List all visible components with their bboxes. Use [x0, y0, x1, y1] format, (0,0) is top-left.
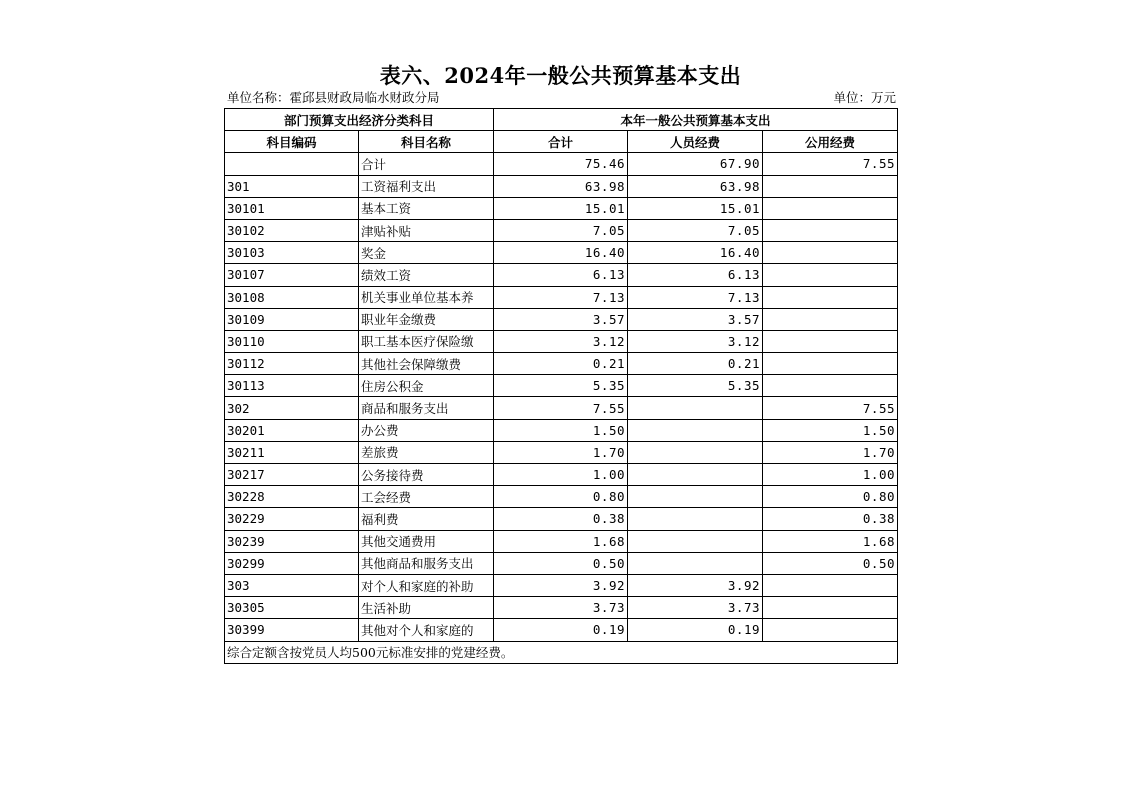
header-personnel: 人员经费: [628, 131, 763, 153]
table-row: [225, 508, 898, 530]
row-personnel: [628, 508, 763, 530]
row-code: 30107: [225, 264, 359, 286]
page-title: 表六、2024年一般公共预算基本支出: [379, 63, 742, 88]
row-public: [763, 619, 898, 641]
row-public: [763, 353, 898, 375]
table-row: [225, 375, 898, 397]
row-name: 其他社会保障缴费: [359, 353, 494, 375]
row-name: 对个人和家庭的补助: [359, 574, 494, 596]
row-public: [763, 219, 898, 241]
row-personnel: [628, 530, 763, 552]
row-public: 0.38: [763, 508, 898, 530]
row-name: 职工基本医疗保险缴: [359, 330, 494, 352]
table-row: [225, 330, 898, 352]
row-personnel: 7.05: [628, 219, 763, 241]
row-name: 商品和服务支出: [359, 397, 494, 419]
row-public: [763, 175, 898, 197]
row-public: [763, 264, 898, 286]
row-personnel: 3.12: [628, 330, 763, 352]
table-row: [225, 219, 898, 241]
row-public: [763, 597, 898, 619]
row-code: 30305: [225, 597, 359, 619]
table-row: [225, 242, 898, 264]
row-personnel: 15.01: [628, 197, 763, 219]
table-row: [225, 175, 898, 197]
row-name: 职业年金缴费: [359, 308, 494, 330]
row-name: 工会经费: [359, 486, 494, 508]
row-code: 30299: [225, 552, 359, 574]
table-row: [225, 153, 898, 175]
row-personnel: [628, 419, 763, 441]
row-personnel: [628, 552, 763, 574]
row-name: 工资福利支出: [359, 175, 494, 197]
header-name: 科目名称: [359, 131, 494, 153]
row-code: 301: [225, 175, 359, 197]
row-public: [763, 286, 898, 308]
row-total: 15.01: [494, 197, 628, 219]
row-code: 30211: [225, 441, 359, 463]
row-code: 30399: [225, 619, 359, 641]
header-row-group: [225, 109, 898, 131]
row-public: 1.70: [763, 441, 898, 463]
table-row: [225, 308, 898, 330]
row-code: 303: [225, 574, 359, 596]
row-total: 75.46: [494, 153, 628, 175]
row-personnel: [628, 397, 763, 419]
row-code: 30102: [225, 219, 359, 241]
row-public: [763, 330, 898, 352]
row-public: [763, 574, 898, 596]
unit-name-label: 单位名称：霍邱县财政局临水财政分局: [227, 90, 440, 105]
row-name: 其他商品和服务支出: [359, 552, 494, 574]
row-public: 0.50: [763, 552, 898, 574]
row-code: 30112: [225, 353, 359, 375]
row-total: 5.35: [494, 375, 628, 397]
row-public: [763, 375, 898, 397]
table-row: [225, 197, 898, 219]
row-name: 绩效工资: [359, 264, 494, 286]
row-personnel: 67.90: [628, 153, 763, 175]
row-total: 7.13: [494, 286, 628, 308]
table-note: 综合定额含按党员人均500元标准安排的党建经费。: [225, 641, 898, 663]
note-row: [225, 641, 898, 663]
unit-label: 单位：万元: [833, 90, 896, 105]
header-code: 科目编码: [225, 131, 359, 153]
row-name: 其他对个人和家庭的: [359, 619, 494, 641]
table-row: [225, 397, 898, 419]
row-total: 1.50: [494, 419, 628, 441]
row-total: 1.70: [494, 441, 628, 463]
table-row: [225, 552, 898, 574]
row-code: 30217: [225, 464, 359, 486]
row-total: 3.57: [494, 308, 628, 330]
row-code: 30239: [225, 530, 359, 552]
row-personnel: 6.13: [628, 264, 763, 286]
row-personnel: 3.73: [628, 597, 763, 619]
header-total: 合计: [494, 131, 628, 153]
table-row: [225, 486, 898, 508]
row-total: 0.38: [494, 508, 628, 530]
row-code: 30103: [225, 242, 359, 264]
row-name: 办公费: [359, 419, 494, 441]
row-total: 0.21: [494, 353, 628, 375]
row-total: 16.40: [494, 242, 628, 264]
row-name: 公务接待费: [359, 464, 494, 486]
row-public: 7.55: [763, 153, 898, 175]
row-personnel: 16.40: [628, 242, 763, 264]
row-total: 6.13: [494, 264, 628, 286]
table-row: [225, 264, 898, 286]
row-name: 差旅费: [359, 441, 494, 463]
row-name: 基本工资: [359, 197, 494, 219]
row-total: 0.19: [494, 619, 628, 641]
row-personnel: 63.98: [628, 175, 763, 197]
row-code: 30113: [225, 375, 359, 397]
row-code: 30108: [225, 286, 359, 308]
row-personnel: 0.21: [628, 353, 763, 375]
row-personnel: 3.57: [628, 308, 763, 330]
row-code: 302: [225, 397, 359, 419]
header-group-left: 部门预算支出经济分类科目: [225, 109, 494, 131]
row-total: 3.92: [494, 574, 628, 596]
row-public: 7.55: [763, 397, 898, 419]
budget-table: [224, 108, 898, 664]
header-group-right: 本年一般公共预算基本支出: [494, 109, 898, 131]
header-row-columns: [225, 131, 898, 153]
row-name: 住房公积金: [359, 375, 494, 397]
budget-table-body: [225, 109, 898, 664]
row-personnel: 5.35: [628, 375, 763, 397]
row-total: 1.00: [494, 464, 628, 486]
table-row: [225, 574, 898, 596]
row-public: 1.50: [763, 419, 898, 441]
table-row: [225, 441, 898, 463]
row-personnel: 7.13: [628, 286, 763, 308]
row-total: 3.73: [494, 597, 628, 619]
row-name: 机关事业单位基本养: [359, 286, 494, 308]
row-code: 30229: [225, 508, 359, 530]
table-row: [225, 464, 898, 486]
row-code: 30101: [225, 197, 359, 219]
row-public: [763, 197, 898, 219]
row-personnel: [628, 464, 763, 486]
row-code: [225, 153, 359, 175]
row-total: 63.98: [494, 175, 628, 197]
row-code: 30228: [225, 486, 359, 508]
table-row: [225, 619, 898, 641]
row-code: 30109: [225, 308, 359, 330]
row-total: 3.12: [494, 330, 628, 352]
table-row: [225, 419, 898, 441]
row-personnel: [628, 486, 763, 508]
row-code: 30201: [225, 419, 359, 441]
row-personnel: 0.19: [628, 619, 763, 641]
row-name: 福利费: [359, 508, 494, 530]
table-row: [225, 597, 898, 619]
row-personnel: [628, 441, 763, 463]
row-name: 津贴补贴: [359, 219, 494, 241]
row-total: 0.50: [494, 552, 628, 574]
table-row: [225, 353, 898, 375]
row-name: 奖金: [359, 242, 494, 264]
row-total: 7.05: [494, 219, 628, 241]
table-row: [225, 530, 898, 552]
header-public: 公用经费: [763, 131, 898, 153]
table-row: [225, 286, 898, 308]
row-total: 7.55: [494, 397, 628, 419]
row-name: 生活补助: [359, 597, 494, 619]
row-name: 合计: [359, 153, 494, 175]
row-code: 30110: [225, 330, 359, 352]
row-public: 1.00: [763, 464, 898, 486]
row-public: [763, 242, 898, 264]
row-total: 0.80: [494, 486, 628, 508]
row-total: 1.68: [494, 530, 628, 552]
row-personnel: 3.92: [628, 574, 763, 596]
row-public: [763, 308, 898, 330]
row-public: 1.68: [763, 530, 898, 552]
row-name: 其他交通费用: [359, 530, 494, 552]
row-public: 0.80: [763, 486, 898, 508]
